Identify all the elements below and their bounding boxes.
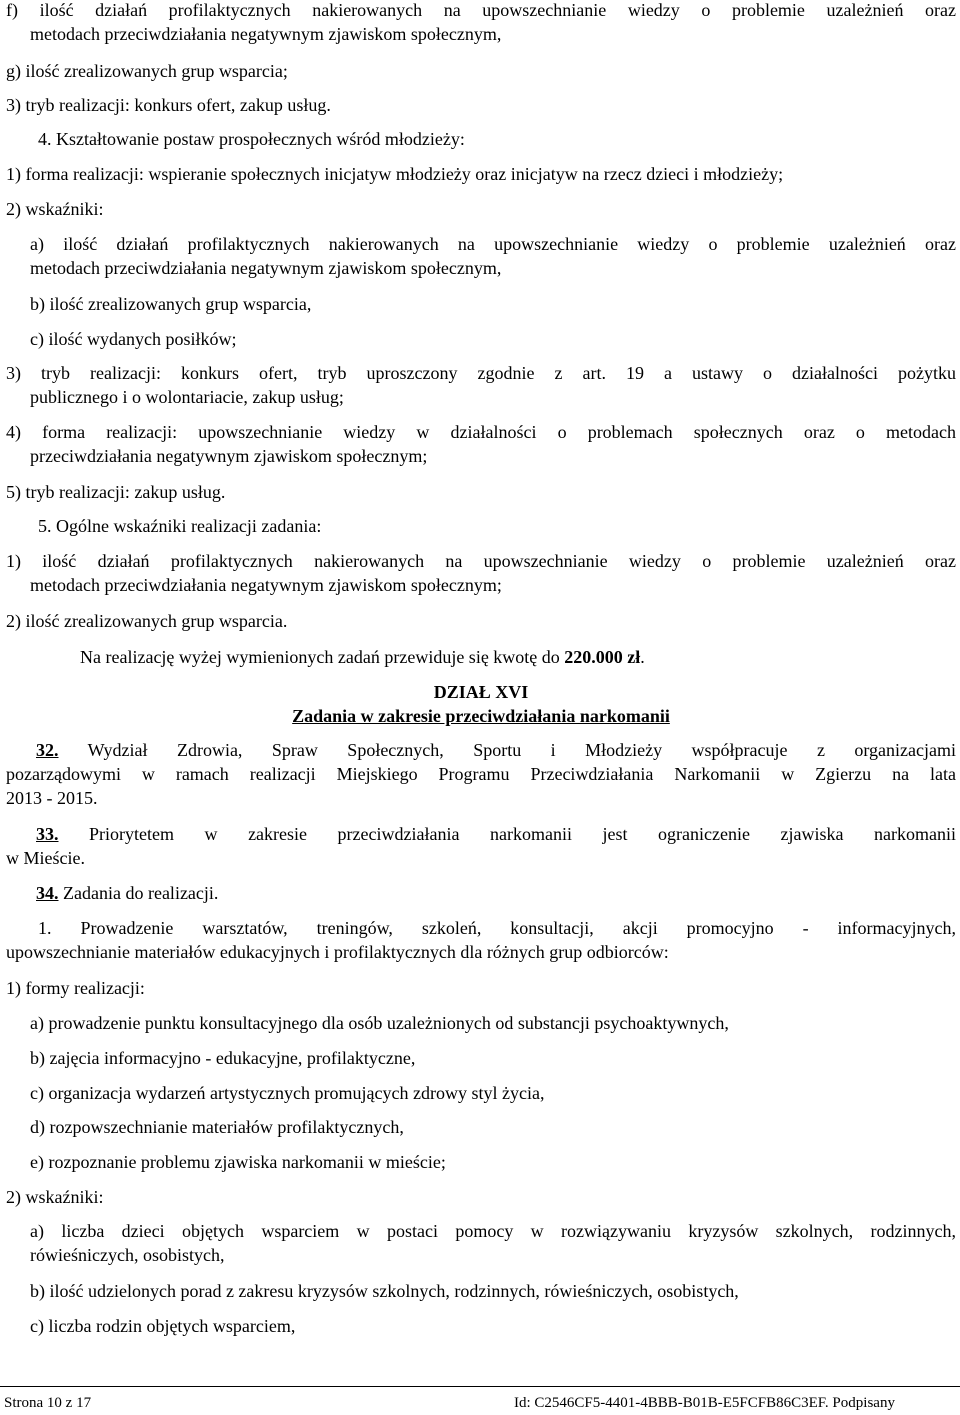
text-line: a) liczba dzieci objętych wsparciem w postaci pomocy w rozwiązywaniu kryzysów szkolnych, rodzinnych, xyxy=(30,1221,956,1241)
text-line: b) zajęcia informacyjno - edukacyjne, profilaktyczne, xyxy=(30,1048,416,1068)
text-line: w Mieście. xyxy=(6,848,85,868)
budget-text: Na realizację wyżej wymienionych zadań przewiduje się kwotę do xyxy=(80,647,565,667)
text-line: 2) wskaźniki: xyxy=(6,1187,104,1207)
text-line: c) ilość wydanych posiłków; xyxy=(30,329,237,349)
section-heading: 5. Ogólne wskaźniki realizacji zadania: xyxy=(38,516,322,536)
text-line: c) liczba rodzin objętych wsparciem, xyxy=(30,1316,296,1336)
paragraph-number: 32. xyxy=(36,740,59,760)
paragraph-text: Wydział Zdrowia, Spraw Społecznych, Sportu i Młodzieży współpracuje z organizacjami xyxy=(58,740,956,760)
text-line: 3) tryb realizacji: konkurs ofert, zakup usług. xyxy=(6,95,331,115)
budget-amount: 220.000 zł xyxy=(564,647,641,667)
text-line: a) prowadzenie punktu konsultacyjnego dla osób uzależnionych od substancji psychoaktywnych, xyxy=(30,1013,729,1033)
text-line: 3) tryb realizacji: konkurs ofert, tryb uproszczony zgodnie z art. 19 a ustawy o działalności pożytku xyxy=(6,363,956,383)
page-number: Strona 10 z 17 xyxy=(4,1395,92,1411)
paragraph-text: Priorytetem w zakresie przeciwdziałania narkomanii jest ograniczenie zjawiska narkomanii xyxy=(58,824,956,844)
text-line: pozarządowymi w ramach realizacji Miejskiego Programu Przeciwdziałania Narkomanii w Zgierzu na lata xyxy=(6,764,956,784)
paragraph-number: 34. xyxy=(36,883,59,903)
budget-line xyxy=(80,645,645,669)
text-line: 2) ilość zrealizowanych grup wsparcia. xyxy=(6,611,288,631)
text-line: d) rozpowszechnianie materiałów profilaktycznych, xyxy=(30,1117,404,1137)
text-line: upowszechnianie materiałów edukacyjnych i profilaktycznych dla różnych grup odbiorców: xyxy=(6,942,669,962)
paragraph-34 xyxy=(36,881,218,905)
paragraph-number: 33. xyxy=(36,824,59,844)
page-footer xyxy=(0,1386,960,1412)
text-line: c) organizacja wydarzeń artystycznych promujących zdrowy styl życia, xyxy=(30,1083,545,1103)
text-line: 2013 - 2015. xyxy=(6,788,98,808)
text-line: 1) formy realizacji: xyxy=(6,978,145,998)
text-line: przeciwdziałania negatywnym zjawiskom społecznym; xyxy=(30,446,428,466)
chapter-title: DZIAŁ XVI xyxy=(433,682,529,702)
paragraph-32 xyxy=(6,738,956,762)
text-line: 4) forma realizacji: upowszechnianie wiedzy w działalności o problemach społecznych oraz o metodach xyxy=(6,422,956,442)
text-line: b) ilość udzielonych porad z zakresu kryzysów szkolnych, rodzinnych, rówieśniczych, osobistych, xyxy=(30,1281,739,1301)
text-line: g) ilość zrealizowanych grup wsparcia; xyxy=(6,61,288,81)
text-line: rówieśniczych, osobistych, xyxy=(30,1245,225,1265)
document-id: Id: C2546CF5-4401-4BBB-B01B-E5FCFB86C3EF. Podpisany xyxy=(514,1395,895,1411)
text-line: metodach przeciwdziałania negatywnym zjawiskom społecznym, xyxy=(30,24,502,44)
text-line: a) ilość działań profilaktycznych nakierowanych na upowszechnianie wiedzy o problemie uzależnień oraz xyxy=(30,234,956,254)
text-line: metodach przeciwdziałania negatywnym zjawiskom społecznym, xyxy=(30,258,502,278)
budget-period: . xyxy=(640,647,645,667)
text-line: 1) forma realizacji: wspieranie społecznych inicjatyw młodzieży oraz inicjatyw na rzecz dzieci i młodzieży; xyxy=(6,164,784,184)
text-line: b) ilość zrealizowanych grup wsparcia, xyxy=(30,294,312,314)
section-heading: 4. Kształtowanie postaw prospołecznych wśród młodzieży: xyxy=(38,129,465,149)
text-line: metodach przeciwdziałania negatywnym zjawiskom społecznym; xyxy=(30,575,502,595)
text-line: publicznego i o wolontariacie, zakup usług; xyxy=(30,387,344,407)
text-line: 1. Prowadzenie warsztatów, treningów, szkoleń, konsultacji, akcji promocyjno - informacyjnych, xyxy=(38,918,956,938)
paragraph-text: Zadania do realizacji. xyxy=(58,883,219,903)
text-line: 1) ilość działań profilaktycznych nakierowanych na upowszechnianie wiedzy o problemie uzależnień oraz xyxy=(6,551,956,571)
text-line: f) ilość działań profilaktycznych nakierowanych na upowszechnianie wiedzy o problemie uzależnień oraz xyxy=(6,0,956,20)
text-line: 5) tryb realizacji: zakup usług. xyxy=(6,482,226,502)
paragraph-33 xyxy=(6,822,956,846)
text-line: e) rozpoznanie problemu zjawiska narkomanii w mieście; xyxy=(30,1152,446,1172)
chapter-subtitle: Zadania w zakresie przeciwdziałania narkomanii xyxy=(292,706,670,726)
text-line: 2) wskaźniki: xyxy=(6,199,104,219)
